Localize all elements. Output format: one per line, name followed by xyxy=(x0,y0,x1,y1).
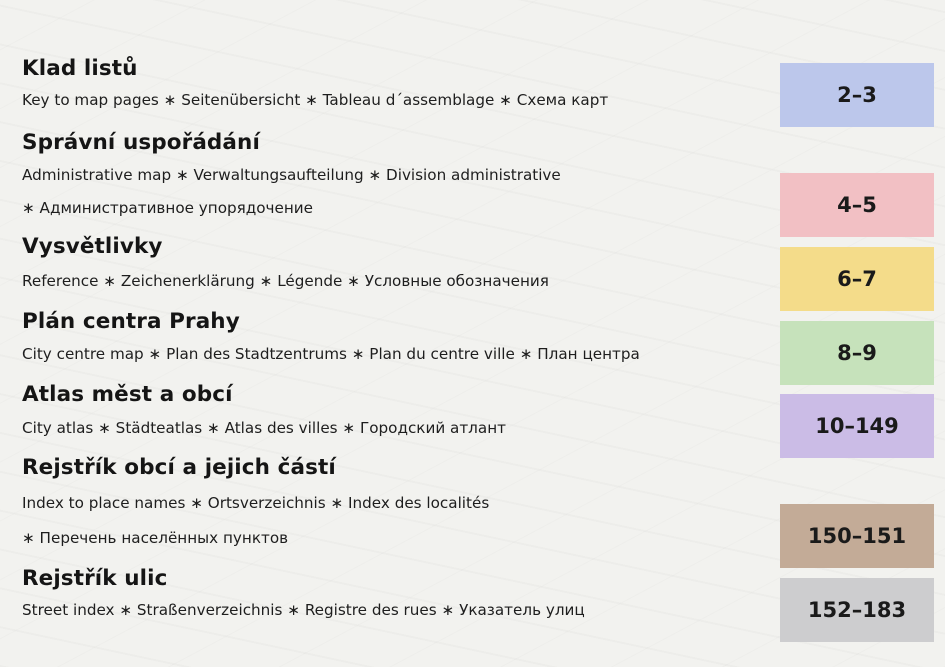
section-title: Atlas měst a obcí xyxy=(22,382,233,407)
section-subtitle: Street index ∗ Straßenverzeichnis ∗ Registre des rues ∗ Указатель улиц xyxy=(22,601,585,619)
section-title: Plán centra Prahy xyxy=(22,309,240,334)
page-range-badge[interactable]: 6–7 xyxy=(780,247,934,311)
section-subtitle: Reference ∗ Zeichenerklärung ∗ Légende ∗ Условные обозначения xyxy=(22,272,549,290)
page-range-badge[interactable]: 152–183 xyxy=(780,578,934,642)
page-range-badge[interactable]: 8–9 xyxy=(780,321,934,385)
section-subtitle: City centre map ∗ Plan des Stadtzentrums ∗ Plan du centre ville ∗ План центра xyxy=(22,345,640,363)
section-subtitle: Index to place names ∗ Ortsverzeichnis ∗ Index des localités xyxy=(22,494,490,512)
section-title: Rejstřík obcí a jejich částí xyxy=(22,455,336,480)
section-subtitle-continued: ∗ Перечень населённых пунктов xyxy=(22,529,289,547)
page-range-badge[interactable]: 10–149 xyxy=(780,394,934,458)
page-range-badge[interactable]: 4–5 xyxy=(780,173,934,237)
section-subtitle: Key to map pages ∗ Seitenübersicht ∗ Tableau d´assemblage ∗ Схема карт xyxy=(22,91,609,109)
section-title: Správní uspořádání xyxy=(22,130,260,155)
section-subtitle-continued: ∗ Административное упорядочение xyxy=(22,199,314,217)
section-title: Vysvětlivky xyxy=(22,234,163,259)
section-subtitle: City atlas ∗ Städteatlas ∗ Atlas des villes ∗ Городский атлант xyxy=(22,419,506,437)
page-range-badge[interactable]: 150–151 xyxy=(780,504,934,568)
page-range-badge[interactable]: 2–3 xyxy=(780,63,934,127)
section-title: Klad listů xyxy=(22,56,138,81)
section-subtitle: Administrative map ∗ Verwaltungsaufteilung ∗ Division administrative xyxy=(22,166,561,184)
section-title: Rejstřík ulic xyxy=(22,566,168,591)
